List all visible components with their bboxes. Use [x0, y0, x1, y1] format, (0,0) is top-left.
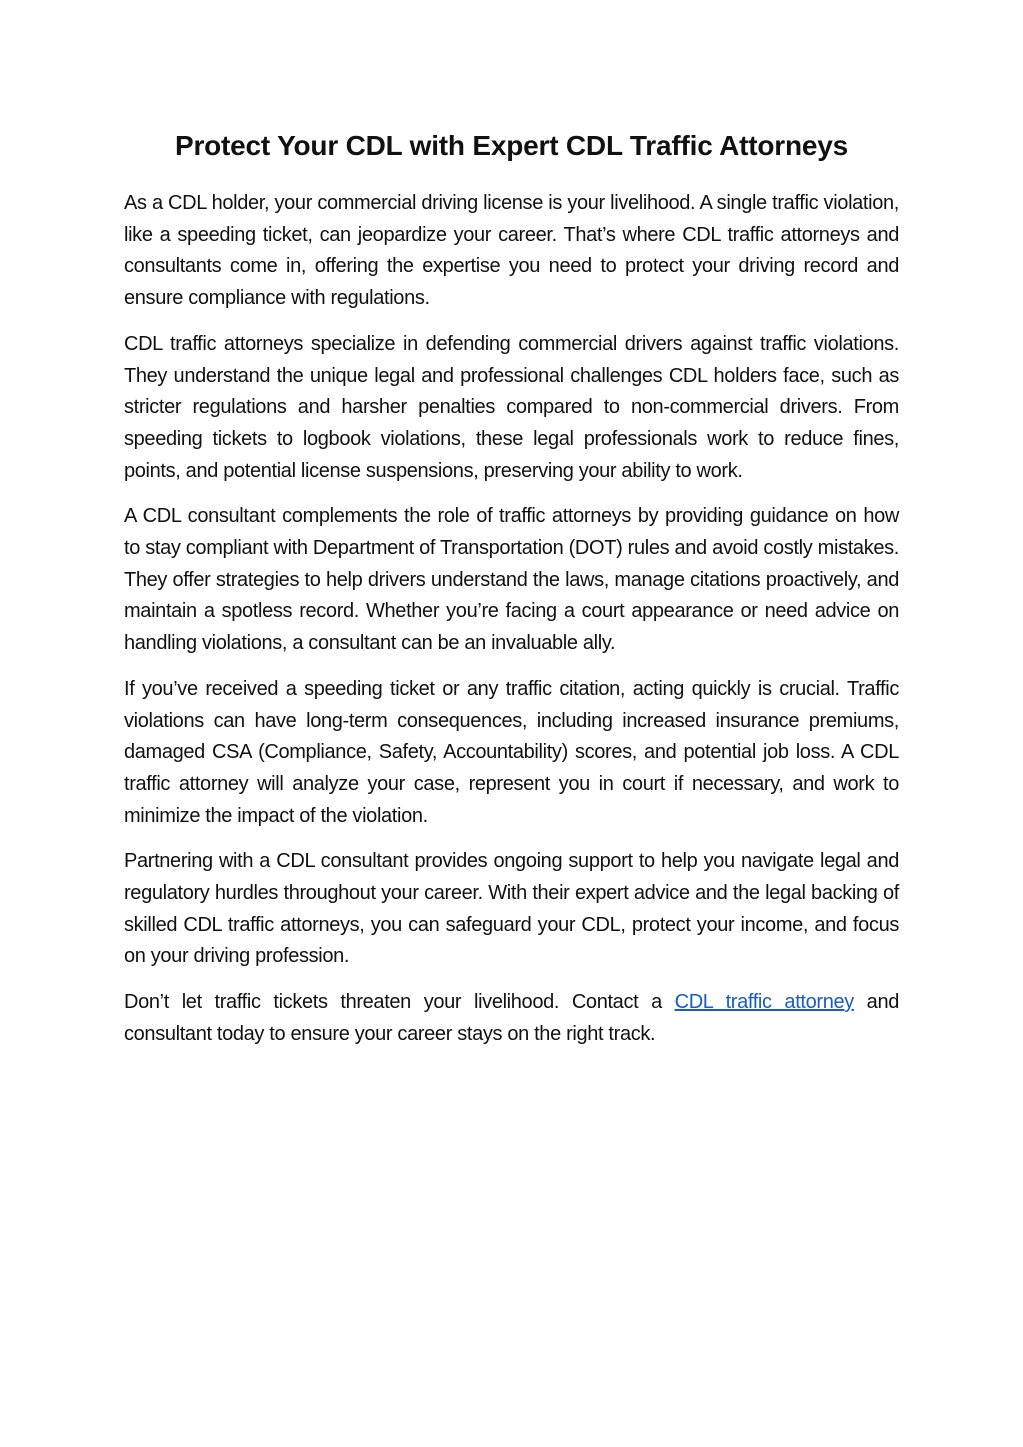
document-page [124, 118, 899, 1065]
paragraph-intro: As a CDL holder, your commercial driving license is your livelihood. A single traffic violation, like a speeding ticket, can jeopardize your career. That’s where CDL traffic attorneys and consultants come in, offering the expertise you need to protect your driving record and ensure compliance with regulations. [124, 192, 899, 310]
document-title: Protect Your CDL with Expert CDL Traffic Attorneys [174, 130, 848, 161]
closing-text-before: Don’t let traffic tickets threaten your livelihood. Contact a [124, 991, 675, 1014]
paragraph-partnering: Partnering with a CDL consultant provides ongoing support to help you navigate legal and regulatory hurdles throughout your career. With their expert advice and the legal backing of skilled CDL traffic attorneys, you can safeguard your CDL, protect your income, and focus on your driving profession. [124, 850, 899, 968]
closing-text-after: and consultant today to ensure your career stays on the right track. [124, 991, 899, 1045]
cdl-traffic-attorney-link[interactable]: CDL traffic attorney [674, 991, 854, 1014]
paragraph-act-quickly: If you’ve received a speeding ticket or any traffic citation, acting quickly is crucial. Traffic violations can have long-term consequences, including increased insurance premiums, damaged CSA (Compliance, Safety, Accountability) scores, and potential job loss. A CDL traffic attorney will analyze your case, represent you in court if necessary, and work to minimize the impact of the violation. [124, 677, 899, 827]
paragraph-consultant: A CDL consultant complements the role of traffic attorneys by providing guidance on how to stay compliant with Department of Transportation (DOT) rules and avoid costly mistakes. They offer strategies to help drivers understand the laws, manage citations proactively, and maintain a spotless record. Whether you’re facing a court appearance or need advice on handling violations, a consultant can be an invaluable ally. [124, 505, 899, 655]
paragraph-closing [124, 987, 899, 1050]
paragraph-attorneys: CDL traffic attorneys specialize in defending commercial drivers against traffic violations. They understand the unique legal and professional challenges CDL holders face, such as stricter regulations and harsher penalties compared to non-commercial drivers. From speeding tickets to logbook violations, these legal professionals work to reduce fines, points, and potential license suspensions, preserving your ability to work. [124, 332, 899, 482]
